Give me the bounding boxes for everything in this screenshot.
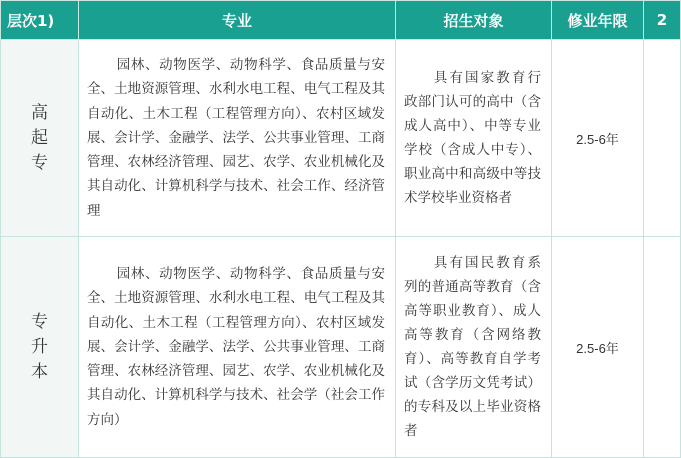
target-cell: 具有国民教育系列的普通高等教育（含高等职业教育）、成人高等教育（含网络教育）、高等教育自学考试（含学历文凭考试）的专科及以上毕业资格者 — [396, 237, 552, 458]
table-row — [1, 40, 681, 237]
extra-cell — [644, 237, 681, 458]
level-cell — [1, 40, 79, 237]
table-row — [1, 237, 681, 458]
years-cell: 2.5-6年 — [552, 237, 644, 458]
header-years: 修业年限 — [552, 1, 644, 40]
header-extra-truncated: 2 — [644, 1, 681, 40]
header-target: 招生对象 — [396, 1, 552, 40]
major-cell: 园林、动物医学、动物科学、食品质量与安全、土地资源管理、水利水电工程、电气工程及其自动化、土木工程（工程管理方向）、农村区域发展、会计学、金融学、法学、公共事业管理、工商管理、农林经济管理、园艺、农学、农业机械化及其自动化、计算机科学与技术、社会学（社会工作方向） — [79, 237, 396, 458]
extra-cell — [644, 40, 681, 237]
level-cell — [1, 237, 79, 458]
target-cell: 具有国家教育行政部门认可的高中（含成人高中）、中等专业学校（含成人中专）、职业高中和高级中等技术学校毕业资格者 — [396, 40, 552, 237]
level-char: 专 — [31, 152, 48, 173]
major-cell: 园林、动物医学、动物科学、食品质量与安全、土地资源管理、水利水电工程、电气工程及其自动化、土木工程（工程管理方向）、农村区域发展、会计学、金融学、法学、公共事业管理、工商管理、农林经济管理、园艺、农学、农业机械化及其自动化、计算机科学与技术、社会工作、经济管理 — [79, 40, 396, 237]
level-char: 专 — [31, 311, 48, 332]
level-char: 起 — [31, 127, 48, 148]
level-char: 升 — [31, 336, 48, 357]
table-header-row — [1, 1, 681, 40]
header-level: 层次1) — [1, 1, 79, 40]
level-char: 高 — [31, 102, 48, 123]
header-major: 专业 — [79, 1, 396, 40]
years-cell: 2.5-6年 — [552, 40, 644, 237]
level-char: 本 — [31, 361, 48, 382]
